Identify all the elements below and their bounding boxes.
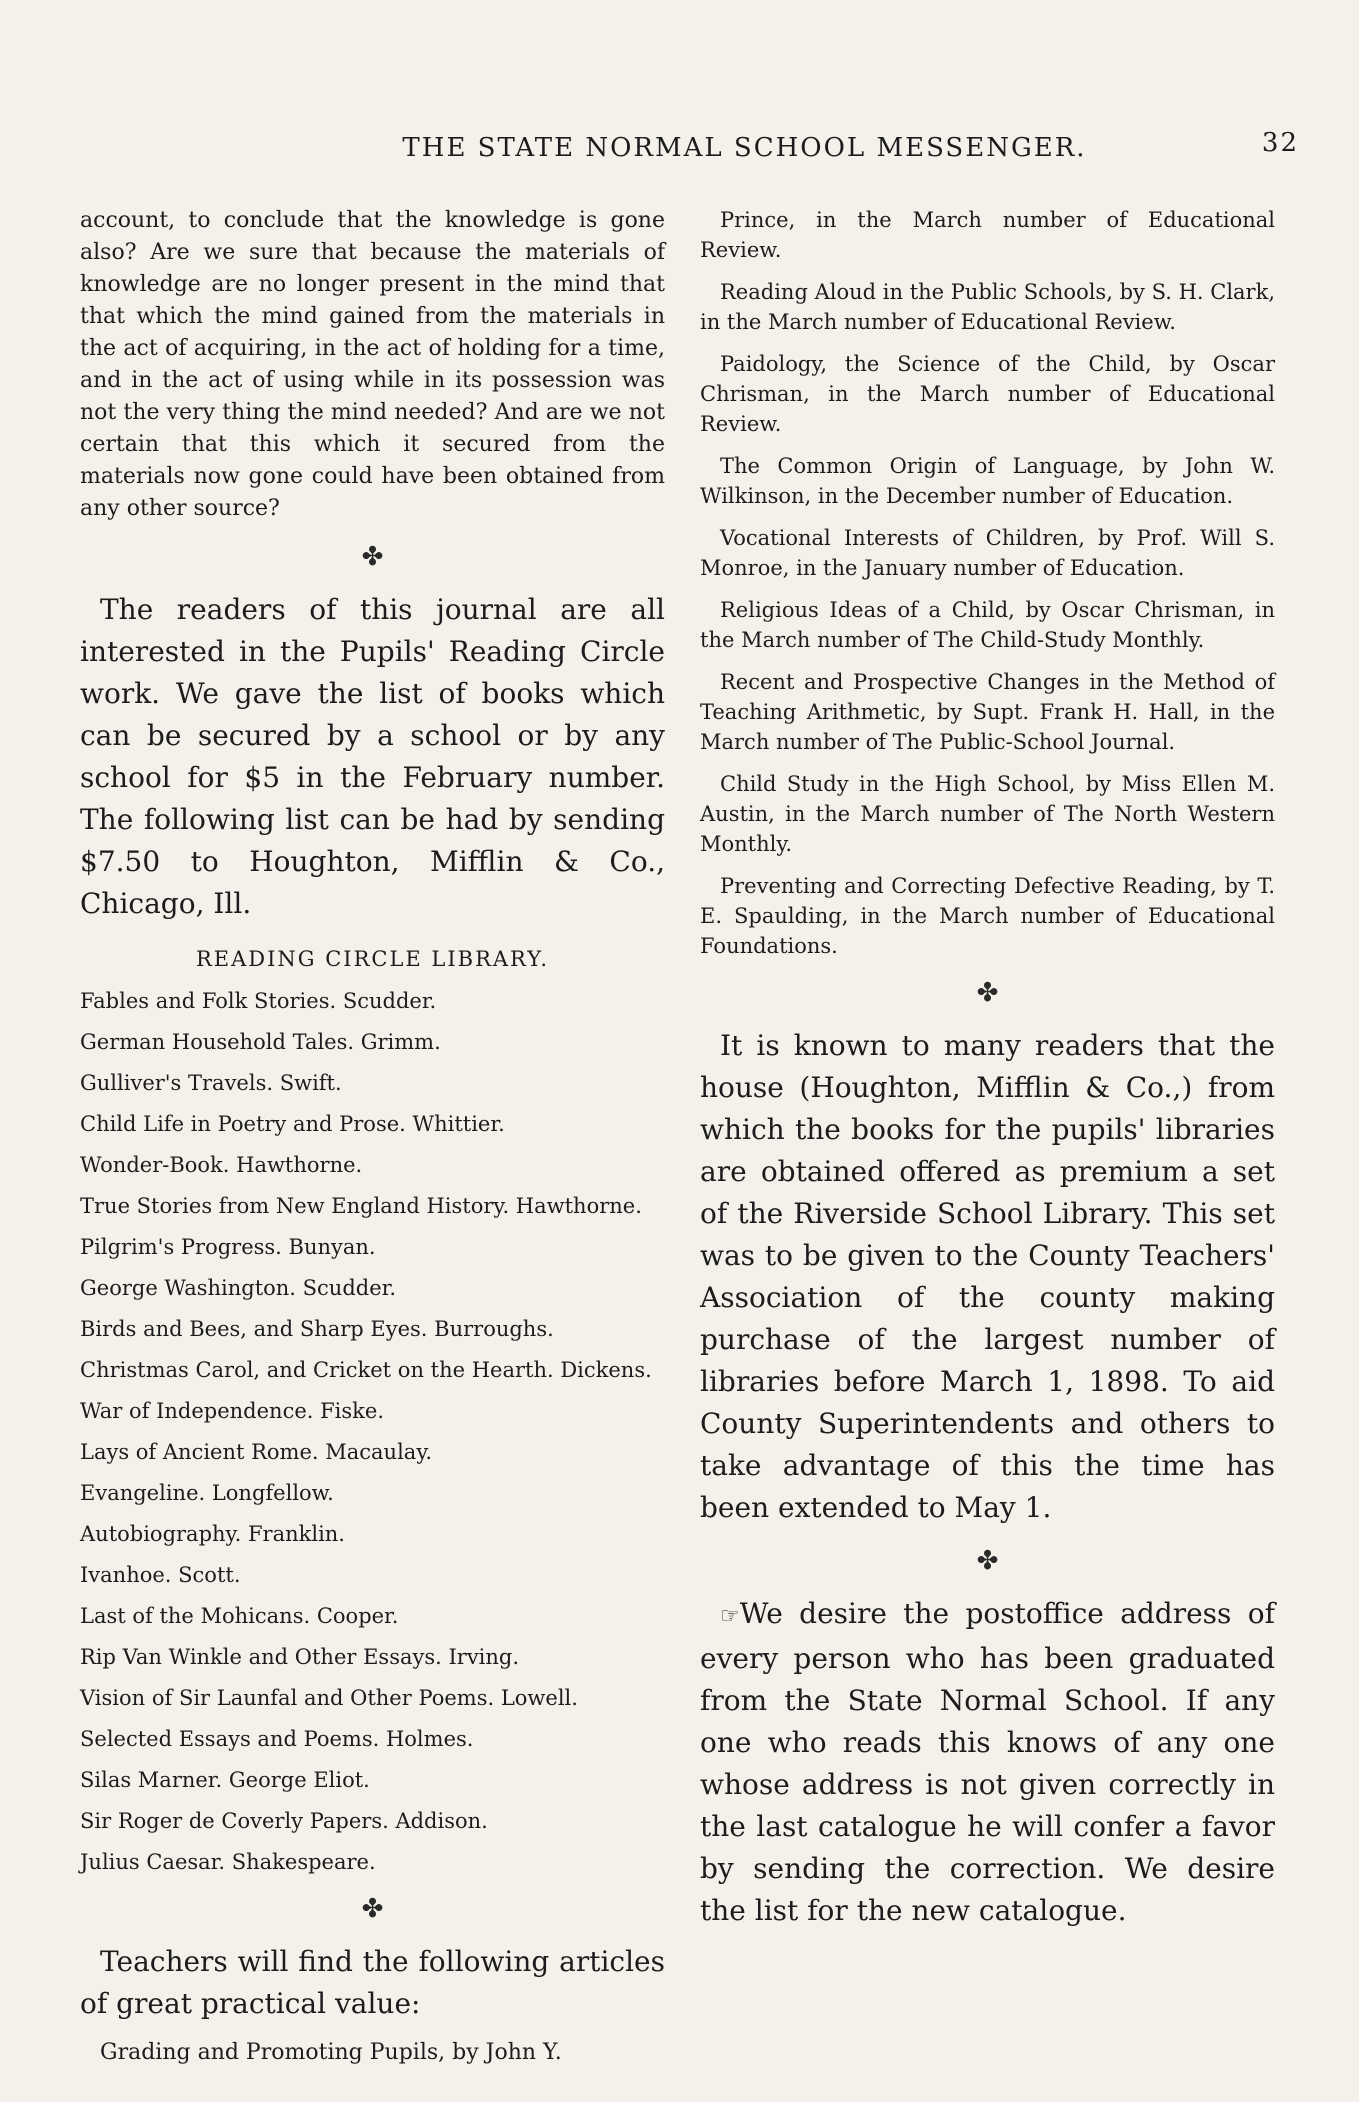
grading-article: Grading and Promoting Pupils, by John Y. xyxy=(100,2040,562,2065)
book-item: Ivanhoe. Scott. xyxy=(80,1563,241,1587)
intro-paragraph: account, to conclude that the knowledge is gone also? Are we sure that because the materials of knowledge are no longer present in the mind that that which the mind gained from the materials in the act of acquiring, in the act of holding for a time, and in the act of using while in its possession was not the very thing the mind needed? And are we not certain that this which it secured from the materials now gone could have been obtained from any other source? xyxy=(80,208,665,521)
book-item: Sir Roger de Coverly Papers. Addison. xyxy=(80,1809,488,1833)
reading-circle-title: READING CIRCLE LIBRARY. xyxy=(195,947,550,971)
article-item: Vocational Interests of Children, by Prof. Will S. Monroe, in the January number of Education. xyxy=(700,526,1275,580)
book-item: Evangeline. Longfellow. xyxy=(80,1481,334,1505)
article-item: Prince, in the March number of Educational Review. xyxy=(700,208,1275,262)
article-item: Child Study in the High School, by Miss Ellen M. Austin, in the March number of The North Western Monthly. xyxy=(700,772,1275,856)
readers-paragraph: The readers of this journal are all interested in the Pupils' Reading Circle work. We gave the list of books which can be secured by a school or by any school for $5 in the February number. The following list can be had by sending $7.50 to Houghton, Mifflin & Co., Chicago, Ill. xyxy=(80,593,665,920)
pointing-hand-icon: ☞ xyxy=(720,1604,740,1629)
teachers-paragraph: Teachers will find the following articles of great practical value: xyxy=(80,1945,665,2020)
page-number: 32 xyxy=(1261,128,1299,158)
article-item: Preventing and Correcting Defective Reading, by T. E. Spaulding, in the March number of Educational Foundations. xyxy=(700,874,1275,958)
book-item: Selected Essays and Poems. Holmes. xyxy=(80,1727,474,1751)
left-column xyxy=(80,205,665,2081)
postoffice-text: We desire the postoffice address of every person who has been graduated from the State Normal School. If any one who reads this knows of any one whose address is not given correctly in the last catalogue he will confer a favor by sending the correction. We desire the list for the new catalogue. xyxy=(700,1597,1275,1927)
book-item: Vision of Sir Launfal and Other Poems. Lowell. xyxy=(80,1686,578,1710)
ornament-icon: ✤ xyxy=(976,978,999,1008)
book-item: Wonder-Book. Hawthorne. xyxy=(80,1153,363,1177)
book-list xyxy=(80,987,665,1877)
book-item: Rip Van Winkle and Other Essays. Irving. xyxy=(80,1645,520,1669)
running-header xyxy=(310,128,1299,168)
book-item: German Household Tales. Grimm. xyxy=(80,1030,441,1054)
article-list xyxy=(700,205,1275,961)
article-item: The Common Origin of Language, by John W. Wilkinson, in the December number of Education. xyxy=(700,454,1275,508)
book-item: Lays of Ancient Rome. Macaulay. xyxy=(80,1440,433,1464)
book-item: Pilgrim's Progress. Bunyan. xyxy=(80,1235,376,1259)
book-item: Birds and Bees, and Sharp Eyes. Burroughs. xyxy=(80,1317,554,1341)
book-item: Gulliver's Travels. Swift. xyxy=(80,1071,342,1095)
houghton-paragraph: It is known to many readers that the house (Houghton, Mifflin & Co.,) from which the books for the pupils' libraries are obtained offered as premium a set of the Riverside School Library. This set was to be given to the County Teachers' Association of the county making purchase of the largest number of libraries before March 1, 1898. To aid County Superintendents and others to take advantage of this the time has been extended to May 1. xyxy=(700,1029,1275,1524)
book-item: True Stories from New England History. Hawthorne. xyxy=(80,1194,642,1218)
article-item: Reading Aloud in the Public Schools, by S. H. Clark, in the March number of Educational Review. xyxy=(700,280,1275,334)
book-item: Autobiography. Franklin. xyxy=(80,1522,345,1546)
book-item: Christmas Carol, and Cricket on the Hearth. Dickens. xyxy=(80,1358,652,1382)
book-item: Fables and Folk Stories. Scudder. xyxy=(80,989,437,1013)
ornament-icon: ✤ xyxy=(976,1546,999,1576)
postoffice-paragraph xyxy=(700,1593,1275,1932)
article-item: Paidology, the Science of the Child, by Oscar Chrisman, in the March number of Educational Review. xyxy=(700,352,1275,436)
article-item: Recent and Prospective Changes in the Method of Teaching Arithmetic, by Supt. Frank H. Hall, in the March number of The Public-School Journal. xyxy=(700,670,1275,754)
book-item: Julius Caesar. Shakespeare. xyxy=(80,1850,376,1874)
book-item: Silas Marner. George Eliot. xyxy=(80,1768,370,1792)
journal-title: THE STATE NORMAL SCHOOL MESSENGER. xyxy=(402,133,1087,163)
book-item: Last of the Mohicans. Cooper. xyxy=(80,1604,399,1628)
right-column xyxy=(700,205,1275,1944)
article-item: Religious Ideas of a Child, by Oscar Chrisman, in the March number of The Child-Study Monthly. xyxy=(700,598,1275,652)
book-item: War of Independence. Fiske. xyxy=(80,1399,384,1423)
ornament-icon: ✤ xyxy=(361,542,384,572)
ornament-icon: ✤ xyxy=(361,1894,384,1924)
book-item: Child Life in Poetry and Prose. Whittier. xyxy=(80,1112,505,1136)
book-item: George Washington. Scudder. xyxy=(80,1276,397,1300)
